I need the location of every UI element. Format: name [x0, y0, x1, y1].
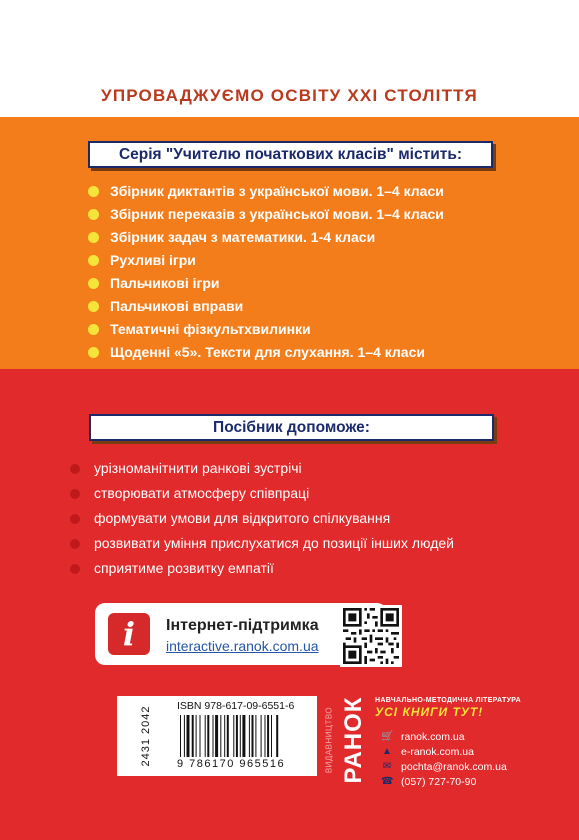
list-item	[88, 226, 444, 249]
contact-website[interactable]: 🛒 ranok.com.ua	[381, 730, 465, 743]
publisher-category: НАВЧАЛЬНО-МЕТОДИЧНА ЛІТЕРАТУРА	[375, 697, 521, 704]
series-item-label: Щоденні «5». Тексти для слухання. 1–4 класи	[110, 344, 425, 360]
barcode-panel	[117, 696, 317, 776]
help-heading: Посібник допоможе:	[89, 414, 494, 441]
list-item	[70, 481, 454, 506]
series-item-label: Збірник задач з математики. 1-4 класи	[110, 229, 376, 245]
bullet-icon	[70, 539, 80, 549]
qr-code-icon	[343, 608, 399, 664]
list-item	[70, 506, 454, 531]
mail-icon: ✉	[382, 761, 392, 772]
list-item	[88, 249, 444, 272]
publisher-slogan: УСІ КНИГИ ТУТ!	[375, 705, 484, 719]
bullet-icon	[70, 564, 80, 574]
help-item-label: формувати умови для відкритого спілкування	[94, 510, 391, 526]
bullet-icon	[70, 489, 80, 499]
list-item	[88, 295, 444, 318]
list-item	[88, 272, 444, 295]
list-item	[88, 203, 444, 226]
bullet-icon	[88, 232, 99, 243]
list-item	[70, 556, 454, 581]
bullet-icon	[70, 464, 80, 474]
series-list	[88, 180, 444, 364]
help-item-label: урізноманітнити ранкові зустрічі	[94, 460, 302, 476]
barcode-icon	[180, 715, 310, 757]
help-item-label: створювати атмосферу співпраці	[94, 485, 310, 501]
side-number: 2431 2042	[140, 705, 152, 767]
bullet-icon	[88, 255, 99, 266]
series-heading: Серія "Учителю початкових класів" містить:	[88, 141, 493, 168]
qr-code[interactable]	[340, 605, 402, 667]
series-item-label: Збірник переказів з української мови. 1–4 класи	[110, 206, 444, 222]
bullet-icon	[88, 209, 99, 220]
ean-number: 9 786170 965516	[177, 758, 286, 770]
bullet-icon	[88, 324, 99, 335]
series-item-label: Рухливі ігри	[110, 252, 196, 268]
list-item	[70, 531, 454, 556]
bullet-icon	[88, 278, 99, 289]
monitor-icon: ▲	[382, 746, 392, 757]
publisher-info	[375, 697, 521, 789]
help-list	[70, 456, 454, 581]
series-item-label: Пальчикові вправи	[110, 298, 244, 314]
bullet-icon	[70, 514, 80, 524]
help-item-label: сприятиме розвитку емпатії	[94, 560, 274, 576]
series-item-label: Збірник диктантів з української мови. 1–4 класи	[110, 183, 444, 199]
list-item	[88, 318, 444, 341]
contact-phone[interactable]: ☎ (057) 727-70-90	[381, 775, 477, 788]
support-title: Інтернет-підтримка	[166, 617, 319, 634]
bullet-icon	[88, 301, 99, 312]
bullet-icon	[88, 186, 99, 197]
publisher-logo	[318, 696, 376, 784]
bullet-icon	[88, 347, 99, 358]
list-item	[88, 341, 444, 364]
help-item-label: розвивати уміння прислухатися до позиції інших людей	[94, 535, 454, 551]
contact-email[interactable]: ✉ pochta@ranok.com.ua	[382, 760, 507, 773]
list-item	[70, 456, 454, 481]
isbn-text: ISBN 978-617-09-6551-6	[177, 700, 295, 712]
series-item-label: Пальчикові ігри	[110, 275, 220, 291]
support-link[interactable]: interactive.ranok.com.ua	[166, 638, 319, 654]
series-item-label: Тематичні фізкультхвилинки	[110, 321, 311, 337]
cart-icon: 🛒	[381, 731, 394, 742]
barcode-bars	[180, 715, 310, 757]
contacts-list	[375, 729, 521, 789]
contact-eshop[interactable]: ▲ e-ranok.com.ua	[382, 745, 474, 758]
phone-icon: ☎	[381, 776, 394, 787]
info-i-icon: i	[108, 613, 150, 655]
publisher-name: РАНОК	[340, 696, 367, 784]
publisher-small-label: ВИДАВНИЦТВО	[324, 706, 334, 774]
list-item	[88, 180, 444, 203]
slogan: УПРОВАДЖУЄМО ОСВІТУ XXI СТОЛІТТЯ	[101, 86, 478, 105]
